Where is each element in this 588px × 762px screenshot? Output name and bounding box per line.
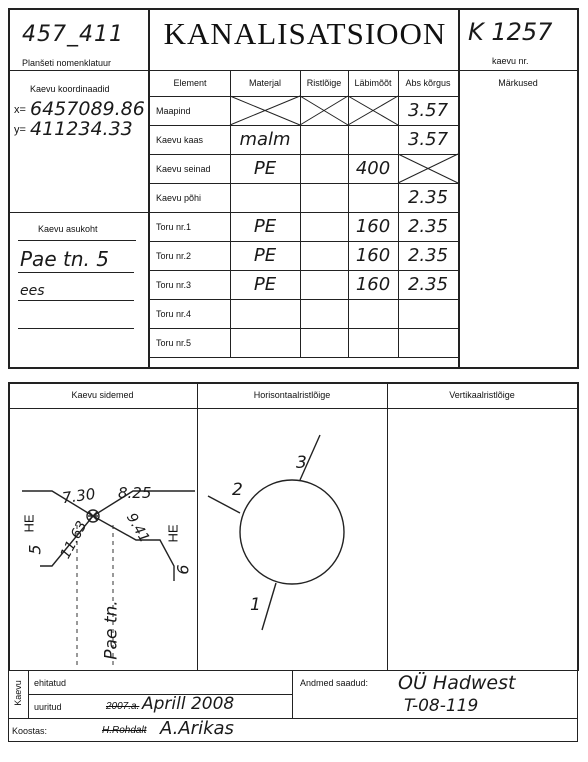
surveyed-struck: 2007.a. bbox=[106, 701, 140, 712]
table-cell-element: Toru nr.3 bbox=[156, 279, 192, 290]
x-prefix: x= bbox=[14, 104, 26, 116]
composed-value: A.Arikas bbox=[160, 718, 234, 739]
page-title: KANALISATSIOON bbox=[163, 16, 447, 51]
sketch-distance-3: 11.63 bbox=[57, 518, 91, 562]
links-heading: Kaevu sidemed bbox=[71, 390, 134, 400]
horizontal-heading: Horisontaalristlõige bbox=[253, 390, 331, 400]
table-cell-material: malm bbox=[239, 129, 291, 150]
sketch-street: Pae tn. bbox=[101, 600, 122, 660]
table-cell-element: Toru nr.5 bbox=[156, 337, 192, 348]
pipe-3-label: 3 bbox=[296, 453, 307, 473]
sketch-distance-1: 7.30 bbox=[60, 484, 97, 508]
table-cell-abs-height: 3.57 bbox=[407, 129, 449, 150]
table-header-diameter: Läbimõõt bbox=[354, 78, 392, 88]
location-line1: Pae tn. 5 bbox=[20, 247, 109, 271]
vertical-heading: Vertikaalristlõige bbox=[449, 390, 515, 400]
composed-struck: H.Rohdalt bbox=[102, 725, 147, 736]
footer-center-divider bbox=[292, 670, 293, 718]
sketch-left-label: 5 bbox=[25, 544, 45, 555]
table-cell-material: PE bbox=[253, 158, 277, 179]
table-header-abs-height: Abs kõrgus bbox=[405, 78, 451, 88]
data-source-label: Andmed saadud: bbox=[300, 678, 369, 688]
footer-bottom-rule bbox=[8, 718, 578, 719]
surveyed-label: uuritud bbox=[34, 702, 62, 712]
sketch-right-mark: HE bbox=[165, 524, 181, 543]
table-cell-material: PE bbox=[253, 216, 277, 237]
table-cell-element: Kaevu kaas bbox=[156, 134, 204, 145]
table-cell-element: Maapind bbox=[156, 105, 191, 116]
location-line2: ees bbox=[20, 283, 45, 299]
table-cell-diameter: 160 bbox=[355, 274, 391, 295]
data-source-company: OÜ Hadwest bbox=[398, 672, 516, 694]
table-cell-abs-height: 2.35 bbox=[407, 245, 449, 266]
table-header-cross-section: Ristlõige bbox=[306, 78, 342, 88]
y-prefix: y= bbox=[14, 124, 26, 136]
table-cell-diameter: 160 bbox=[355, 216, 391, 237]
coords-label: Kaevu koordinaadid bbox=[30, 84, 110, 94]
pipe-1-label: 1 bbox=[250, 595, 261, 615]
table-cell-element: Kaevu seinad bbox=[156, 163, 211, 174]
sketch-left-mark: HE bbox=[21, 514, 37, 533]
sketch-distance-4: 9.41 bbox=[122, 510, 153, 546]
table-cell-element: Toru nr.1 bbox=[156, 221, 192, 232]
table-cell-abs-height: 2.35 bbox=[407, 274, 449, 295]
table-cell-element: Kaevu põhi bbox=[156, 192, 202, 203]
table-cell-material: PE bbox=[253, 245, 277, 266]
built-label: ehitatud bbox=[34, 678, 67, 688]
y-coordinate: 411234.33 bbox=[30, 118, 133, 140]
table-header-notes: Märkused bbox=[498, 78, 538, 88]
table-header-material: Materjal bbox=[248, 78, 281, 88]
pipe-2-label: 2 bbox=[232, 480, 243, 500]
table-cell-material: PE bbox=[253, 274, 277, 295]
footer-left bbox=[8, 670, 9, 742]
sketch-right-label: 6 bbox=[173, 564, 193, 575]
surveyed-value: Aprill 2008 bbox=[142, 694, 235, 714]
table-cell-element: Toru nr.4 bbox=[156, 308, 192, 319]
table-cell-diameter: 160 bbox=[355, 245, 391, 266]
sheet-label: Planšeti nomenklatuur bbox=[22, 58, 112, 68]
table-cell-element: Toru nr.2 bbox=[156, 250, 192, 261]
footer-side-label: Kaevu bbox=[12, 680, 23, 706]
table-header-element: Element bbox=[173, 78, 207, 88]
table-cell-diameter: 400 bbox=[355, 158, 391, 179]
table-cell-abs-height: 2.35 bbox=[407, 187, 449, 208]
sheet-number: 457_411 bbox=[22, 22, 124, 47]
sketch-distance-2: 8.25 bbox=[118, 484, 152, 502]
footer-top bbox=[8, 670, 579, 671]
data-source-number: T-08-119 bbox=[404, 696, 479, 716]
table-cell-abs-height: 2.35 bbox=[407, 216, 449, 237]
footer-right bbox=[577, 670, 578, 742]
composed-label: Koostas: bbox=[12, 726, 48, 736]
footer-bottom bbox=[8, 741, 578, 742]
location-label: Kaevu asukoht bbox=[38, 224, 98, 234]
well-label: kaevu nr. bbox=[492, 56, 529, 66]
x-coordinate: 6457089.86 bbox=[30, 98, 145, 120]
well-number: K 1257 bbox=[468, 18, 553, 46]
table-cell-abs-height: 3.57 bbox=[407, 100, 449, 121]
